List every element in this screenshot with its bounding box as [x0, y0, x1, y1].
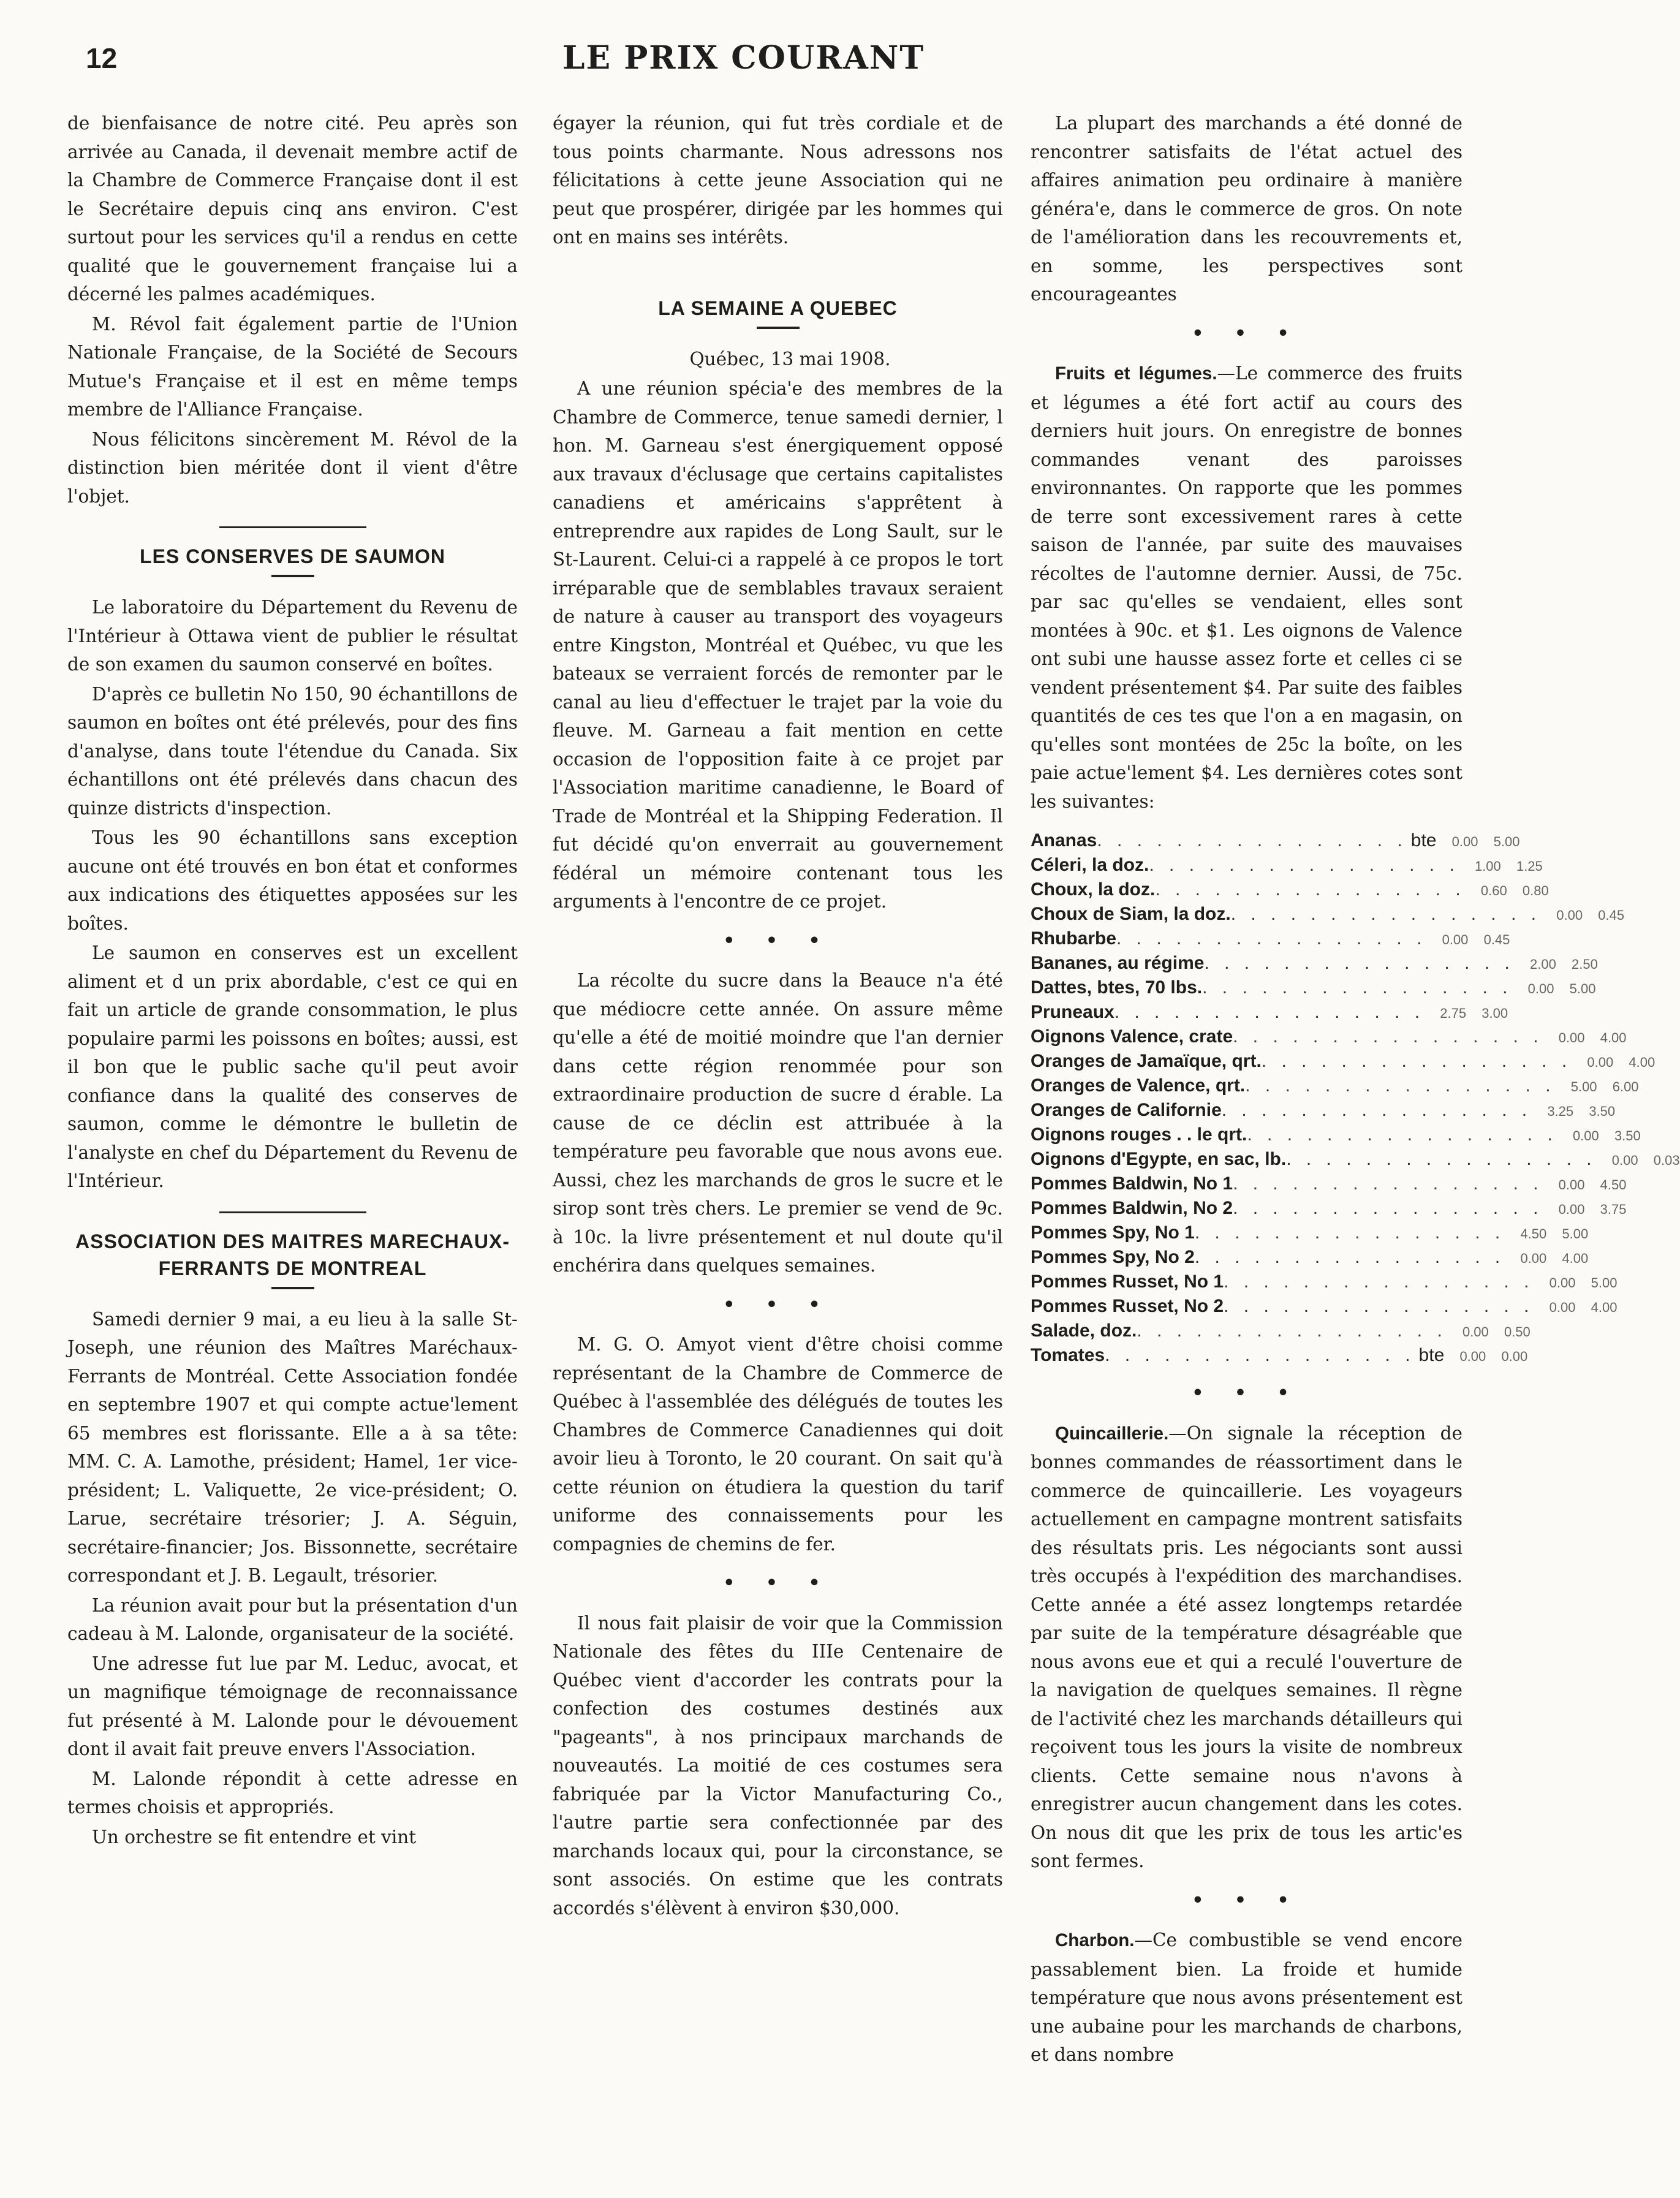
price-low: 2.00 [1530, 957, 1556, 972]
price-item-name: Choux, la doz. [1031, 879, 1156, 900]
price-row [1031, 1074, 1639, 1099]
price-low: 0.00 [1527, 981, 1554, 996]
price-high: 3.00 [1481, 1006, 1508, 1021]
separator-stars: • • • [723, 1294, 833, 1316]
price-item-name: Pommes Russet, No 1 [1031, 1271, 1224, 1292]
price-low: 5.00 [1570, 1079, 1597, 1094]
price-leader-dots: . . . . . . . . . . . . . . . . [1149, 855, 1459, 875]
price-row [1031, 1246, 1589, 1270]
price-high: 0.50 [1504, 1324, 1531, 1340]
price-leader-dots: . . . . . . . . . . . . . . . . [1105, 1345, 1415, 1365]
separator-stars: • • • [1192, 1889, 1301, 1911]
heading-rule [757, 327, 800, 329]
price-high: 1.25 [1516, 858, 1543, 874]
price-low: 0.00 [1520, 1251, 1547, 1266]
article-paragraph: Un orchestre se fit entendre et vint [92, 1826, 417, 1847]
article-paragraph: Samedi dernier 9 mai, a eu lieu à la salle St-Joseph, une réunion des Maîtres Maréchaux-Ferrants de Montréal. Cette Association fondée en septembre 1907 et qui compte actue'lement 65 membres est florissante. Elle a à sa tête: MM. C. A. Lamothe, président; Hamel, 1er vice-président; L. Valiquette, 2e vice-président; O. Larue, secrétaire trésorier; J. A. Séguin, secrétaire-financier; Jos. Bissonnette, secrétaire correspondant et J. B. Legault, trésorier. [67, 1308, 518, 1586]
price-high: 4.00 [1562, 1251, 1589, 1266]
heading-rule [271, 1287, 314, 1289]
section-heading-saumon: LES CONSERVES DE SAUMON [140, 545, 445, 567]
price-high: 2.50 [1572, 957, 1598, 972]
price-unit: bte [1418, 1345, 1445, 1365]
price-high: 4.00 [1600, 1030, 1627, 1045]
price-high: 4.00 [1629, 1055, 1655, 1070]
price-item-name: Pommes Baldwin, No 2 [1031, 1198, 1233, 1218]
separator-stars: • • • [1192, 322, 1301, 344]
section-divider [219, 1211, 366, 1213]
price-leader-dots: . . . . . . . . . . . . . . . . [1137, 1321, 1447, 1341]
price-leader-dots: . . . . . . . . . . . . . . . . [1286, 1149, 1597, 1169]
price-high: 5.00 [1562, 1226, 1589, 1241]
article-paragraph: A une réunion spécia'e des membres de la Chambre de Commerce, tenue samedi dernier, l hon. M. Garneau s'est énergiquement opposé aux travaux d'éclusage que certains capitalistes canadiens et américains s'apprêtent à entreprendre aux rapides de Long Sault, sur le St-Laurent. Celui-ci a rappelé à ce propos le tort irréparable que de semblables travaux seraient de nature à causer au transport des voyageurs entre Kingston, Montréal et Québec, vu que les bateaux se verraient forcés de remonter par le canal au lieu d'effectuer le trajet par la voie du fleuve. M. Garneau a fait mention en cette occasion de l'opposition faite à ce projet par l'Association maritime canadienne, le Board of Trade de Montréal et la Shipping Federation. Il fut décidé qu'on enverrait au gouvernement fédéral un mémoire contenant tous les arguments à l'encontre de ce projet. [553, 378, 1003, 912]
price-low: 0.00 [1549, 1300, 1576, 1315]
heading-rule [271, 575, 314, 577]
article-paragraph: D'après ce bulletin No 150, 90 échantillons de saumon en boîtes ont été prélevés, pour des fins d'analyse, dans toute l'étendue du Canada. Six échantillons ont été prélevés dans chacun des quinze districts d'inspection. [67, 683, 518, 819]
price-item-name: Salade, doz. [1031, 1321, 1137, 1341]
column-3 [1031, 109, 1680, 2071]
price-row [1031, 1221, 1589, 1246]
market-lead: Fruits et légumes. [1055, 363, 1217, 384]
price-leader-dots: . . . . . . . . . . . . . . . . [1245, 1075, 1556, 1096]
market-paragraph-quincaillerie [1031, 1419, 1462, 1876]
price-row [1031, 1148, 1680, 1172]
price-row [1031, 1123, 1641, 1148]
price-leader-dots: . . . . . . . . . . . . . . . . [1224, 1296, 1534, 1316]
market-paragraph-fruits [1031, 359, 1462, 816]
price-leader-dots: . . . . . . . . . . . . . . . . [1224, 1271, 1534, 1292]
article-paragraph: Nous félicitons sincèrement M. Révol de la distinction bien méritée dont il vient d'être l'objet. [67, 428, 518, 507]
price-unit: bte [1410, 830, 1437, 851]
price-item-name: Pommes Spy, No 2 [1031, 1247, 1195, 1267]
price-row [1031, 854, 1543, 878]
price-leader-dots: . . . . . . . . . . . . . . . . [1233, 1026, 1543, 1047]
column-2 [553, 109, 1003, 1923]
separator-stars: • • • [723, 1572, 833, 1594]
price-row [1031, 878, 1549, 903]
article-paragraph: Le saumon en conserves est un excellent aliment et d un prix abordable, c'est ce qui en fait un article de grande consommation, le plus populaire parmi les poissons en boîtes; aussi, est il bon que le public sache qu'il peut avoir confiance dans la qualité des conserves de saumon, comme le démontre le bulletin de l'analyste en chef du Département du Revenu de l'Intérieur. [67, 942, 518, 1191]
article-paragraph: La plupart des marchands a été donné de rencontrer satisfaits de l'état actuel des affaires animation peu ordinaire à manière généra'e, dans le commerce de gros. On note de l'amélioration dans les recouvrements et, en somme, les perspectives sont encourageantes [1031, 113, 1462, 305]
page-number: 12 [86, 42, 118, 74]
section-heading-quebec: LA SEMAINE A QUEBEC [658, 297, 898, 319]
price-leader-dots: . . . . . . . . . . . . . . . . [1247, 1124, 1557, 1145]
price-item-name: Oignons rouges . . le qrt. [1031, 1124, 1247, 1145]
price-item-name: Ananas [1031, 830, 1097, 851]
price-leader-dots: . . . . . . . . . . . . . . . . [1204, 953, 1515, 973]
article-paragraph: Tous les 90 échantillons sans exception aucune ont été trouvés en bon état et conformes aux indications des étiquettes apposées sur les boîtes. [67, 827, 518, 934]
price-leader-dots: . . . . . . . . . . . . . . . . [1233, 1198, 1543, 1218]
price-row [1031, 927, 1510, 952]
price-row [1031, 1270, 1618, 1295]
price-row [1031, 952, 1598, 976]
market-lead: Quincaillerie. [1055, 1423, 1169, 1444]
price-high: 0.45 [1598, 908, 1625, 923]
price-row [1031, 976, 1596, 1001]
price-low: 0.00 [1459, 1349, 1486, 1364]
price-high: 3.50 [1614, 1128, 1641, 1143]
price-leader-dots: . . . . . . . . . . . . . . . . [1194, 1222, 1505, 1243]
section-divider [219, 526, 366, 528]
section-heading-marechaux: ASSOCIATION DES MAITRES MARECHAUX-FERRANTS DE MONTREAL [75, 1230, 510, 1279]
price-item-name: Céleri, la doz. [1031, 855, 1149, 875]
price-low: 0.00 [1611, 1153, 1638, 1168]
market-body: —Le commerce des fruits et légumes a été fort actif au cours des derniers huit jours. On enregistre de bonnes commandes venant des paroisses environnantes. On rapporte que les pommes de terre sont excessivement rares à cette saison de l'année, par suite des mauvaises récoltes de l'automne dernier. Aussi, de 75c. par sac qu'elles se vendaient, elles sont montées à 90c. et $1. Les oignons de Valence ont subi une hausse assez forte et celles ci se vendent présentement $4. Par suite des faibles quantités de ces tes que l'on a en magasin, on qu'elles sont montées de 25c la boîte, on les paie actue'lement $4. Les dernières cotes sont les suivantes: [1031, 363, 1462, 812]
article-paragraph: de bienfaisance de notre cité. Peu après son arrivée au Canada, il devenait membre actif de la Chambre de Commerce Française dont il est le Secrétaire depuis cinq ans environ. C'est surtout pour les services qu'il a rendus en cette qualité que le gouvernement française lui a décerné les palmes académiques. [67, 113, 518, 305]
price-high: 5.00 [1591, 1275, 1618, 1290]
dateline: Québec, 13 mai 1908. [689, 348, 891, 369]
price-high: 0.03 [1653, 1153, 1680, 1168]
section-divider [705, 268, 852, 280]
price-low: 0.00 [1549, 1275, 1576, 1290]
price-leader-dots: . . . . . . . . . . . . . . . . [1116, 928, 1427, 949]
price-leader-dots: . . . . . . . . . . . . . . . . [1221, 1100, 1532, 1120]
price-item-name: Pommes Russet, No 2 [1031, 1296, 1224, 1316]
article-paragraph: M. Révol fait également partie de l'Union Nationale Française, de la Société de Secours Mutue's Française et il est en même temps membre de l'Alliance Française. [67, 313, 518, 420]
price-item-name: Oranges de Californie [1031, 1100, 1222, 1120]
price-low: 1.00 [1474, 858, 1501, 874]
price-leader-dots: . . . . . . . . . . . . . . . . [1230, 904, 1542, 924]
price-low: 0.00 [1572, 1128, 1599, 1143]
separator-stars: • • • [723, 930, 833, 952]
price-row [1031, 903, 1625, 927]
price-item-name: Dattes, btes, 70 lbs. [1031, 977, 1203, 998]
market-lead: Charbon. [1055, 1930, 1135, 1950]
price-low: 0.00 [1462, 1324, 1489, 1340]
price-item-name: Oignons d'Egypte, en sac, lb. [1031, 1149, 1287, 1169]
price-high: 0.00 [1501, 1349, 1528, 1364]
price-row [1031, 1050, 1655, 1074]
price-row [1031, 829, 1520, 854]
price-high: 0.45 [1483, 932, 1510, 947]
price-row [1031, 1025, 1627, 1050]
price-row [1031, 1344, 1528, 1368]
price-high: 4.50 [1600, 1177, 1627, 1192]
price-low: 0.00 [1558, 1030, 1585, 1045]
price-high: 5.00 [1569, 981, 1596, 996]
price-item-name: Pommes Baldwin, No 1 [1031, 1173, 1233, 1194]
separator-stars: • • • [1192, 1382, 1301, 1404]
price-row [1031, 1295, 1618, 1319]
price-low: 0.00 [1451, 834, 1478, 849]
price-low: 4.50 [1520, 1226, 1547, 1241]
price-low: 0.00 [1442, 932, 1469, 947]
price-row [1031, 1319, 1531, 1344]
price-item-name: Pommes Spy, No 1 [1031, 1222, 1195, 1243]
price-leader-dots: . . . . . . . . . . . . . . . . [1114, 1002, 1425, 1022]
page-header [0, 37, 1487, 86]
price-high: 3.50 [1589, 1104, 1616, 1119]
price-item-name: Tomates [1031, 1345, 1105, 1365]
price-high: 3.75 [1600, 1202, 1627, 1217]
price-low: 0.00 [1558, 1177, 1585, 1192]
article-paragraph: Le laboratoire du Département du Revenu de l'Intérieur à Ottawa vient de publier le résultat de son examen du saumon conservé en boîtes. [67, 597, 518, 675]
column-1 [67, 109, 518, 1852]
price-item-name: Rhubarbe [1031, 928, 1117, 949]
article-paragraph: Une adresse fut lue par M. Leduc, avocat, et un magnifique témoignage de reconnaissance fut présenté à M. Lalonde pour le dévouement dont il avait fait preuve envers l'Association. [67, 1653, 518, 1759]
price-row [1031, 1197, 1627, 1221]
price-low: 3.25 [1547, 1104, 1574, 1119]
price-leader-dots: . . . . . . . . . . . . . . . . [1097, 830, 1407, 851]
article-paragraph: M. Lalonde répondit à cette adresse en termes choisis et appropriés. [67, 1768, 518, 1817]
market-paragraph-charbon [1031, 1926, 1462, 2069]
market-body: —Ce combustible se vend encore passablement bien. La froide et humide température que nous avons présentement est une aubaine pour les marchands de charbons, et dans nombre [1031, 1930, 1462, 2065]
price-item-name: Oranges de Jamaïque, qrt. [1031, 1051, 1262, 1071]
price-high: 4.00 [1591, 1300, 1618, 1315]
price-low: 0.00 [1587, 1055, 1614, 1070]
price-high: 5.00 [1493, 834, 1520, 849]
price-row [1031, 1001, 1508, 1025]
price-item-name: Pruneaux [1031, 1002, 1114, 1022]
price-leader-dots: . . . . . . . . . . . . . . . . [1233, 1173, 1543, 1194]
article-paragraph: égayer la réunion, qui fut très cordiale et de tous points charmante. Nous adressons nos félicitations à cette jeune Association qui ne peut que prospérer, dirigée par les hommes qui ont en mains ses intérêts. [553, 113, 1003, 248]
price-row [1031, 1172, 1627, 1197]
price-leader-dots: . . . . . . . . . . . . . . . . [1202, 977, 1513, 998]
price-low: 2.75 [1440, 1006, 1467, 1021]
price-leader-dots: . . . . . . . . . . . . . . . . [1261, 1051, 1572, 1071]
price-low: 0.60 [1480, 883, 1507, 898]
price-high: 0.80 [1522, 883, 1549, 898]
price-leader-dots: . . . . . . . . . . . . . . . . [1155, 879, 1466, 900]
price-high: 6.00 [1612, 1079, 1639, 1094]
price-leader-dots: . . . . . . . . . . . . . . . . [1194, 1247, 1505, 1267]
price-table [1031, 829, 1680, 1368]
price-low: 0.00 [1558, 1202, 1585, 1217]
price-item-name: Bananes, au régime [1031, 953, 1205, 973]
newspaper-title: LE PRIX COURANT [562, 39, 925, 77]
article-paragraph: La réunion avait pour but la présentation d'un cadeau à M. Lalonde, organisateur de la société. [67, 1594, 518, 1644]
market-body: —On signale la réception de bonnes commandes de réassortiment dans le commerce de quincaillerie. Les voyageurs actuellement en campagne montrent satisfaits des résultats pris. Les négociants sont aussi très occupés à l'expédition des marchandises. Cette année a été assez longtemps retardée par suite de la température désagréable que nous avons eue et qui a reculé l'ouverture de la navigation de quelques semaines. Il règne de l'activité chez les marchands détailleurs qui reçoivent tous les jours la visite de nombreux clients. Cette semaine nous n'avons à enregistrer aucun changement dans les cotes. On nous dit que les prix de tous les artic'es sont fermes. [1031, 1422, 1462, 1871]
price-row [1031, 1099, 1616, 1123]
article-paragraph: M. G. O. Amyot vient d'être choisi comme représentant de la Chambre de Commerce de Québec à l'assemblée des délégués de toutes les Chambres de Commerce Canadiennes qui doit avoir lieu à Toronto, le 20 courant. On sait qu'à cette réunion on étudiera la question du tarif uniforme des connaissements pour les compagnies de chemins de fer. [553, 1334, 1003, 1555]
article-paragraph: Il nous fait plaisir de voir que la Commission Nationale des fêtes du IIIe Centenaire de Québec vient d'accorder les contrats pour la confection des costumes destinés aux "pageants", à nos principaux marchands de nouveautés. La moitié de ces costumes sera fabriquée par la Victor Manufacturing Co., l'autre partie sera confectionnée par des marchands locaux qui, pour la circonstance, se sont associés. On estime que les contrats accordés s'élèvent à environ $30,000. [553, 1612, 1003, 1919]
price-item-name: Oignons Valence, crate [1031, 1026, 1233, 1047]
article-paragraph: La récolte du sucre dans la Beauce n'a été que médiocre cette année. On assure même qu'elle a été de moitié moindre que l'an dernier dans cette région renommée pour son extraordinaire production de sucre d érable. La cause de ce déclin est attribuée à la température peu favorable que nous avons eue. Aussi, chez les marchands de gros le sucre et le sirop sont très chers. Le premier se vend de 9c. à 10c. la livre présentement et nul doute qu'il enchérira dans quelques semaines. [553, 970, 1003, 1276]
price-item-name: Choux de Siam, la doz. [1031, 904, 1231, 924]
price-low: 0.00 [1556, 908, 1583, 923]
price-item-name: Oranges de Valence, qrt. [1031, 1075, 1246, 1096]
